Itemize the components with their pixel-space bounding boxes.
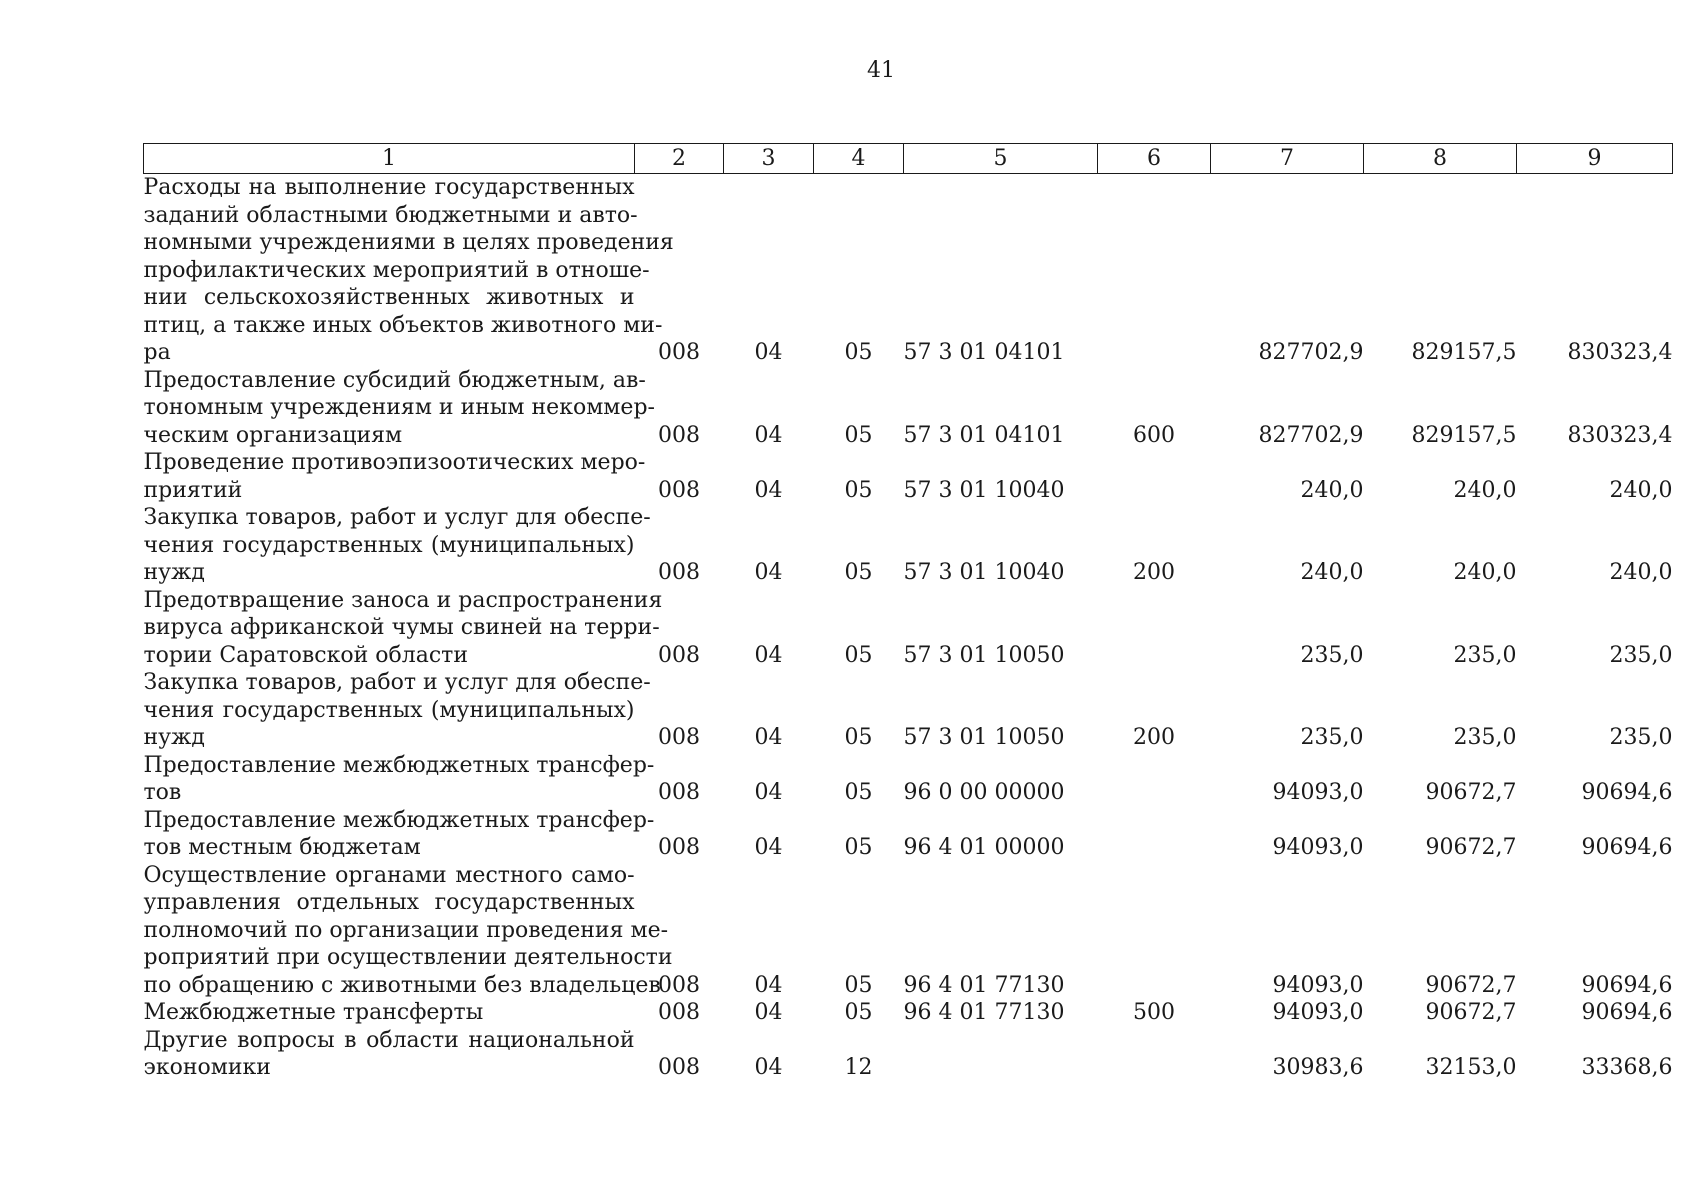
cell-section-code: 04: [754, 477, 783, 503]
cell-subsection-code: 05: [844, 422, 873, 448]
description-line: Расходы на выполнение государственных: [143, 175, 635, 200]
table-row: [144, 1027, 1673, 1082]
description-line: нужд: [143, 560, 205, 585]
description-line: Предоставление межбюджетных трансфер-: [143, 807, 655, 833]
column-header-4: 4: [814, 144, 904, 174]
cell-section-code: 04: [754, 1000, 783, 1025]
description-line: Предотвращение заноса и распространения: [143, 587, 663, 613]
cell-subsection-code: 12: [844, 1055, 873, 1080]
cell-ministry-code: 008: [658, 725, 700, 750]
cell-ministry-code: 008: [658, 642, 700, 668]
cell-target-article: 57 3 01 10040: [903, 477, 1065, 503]
cell-subsection-code: 05: [844, 477, 873, 503]
cell-subsection-code: 05: [844, 972, 873, 998]
cell-section-code: 04: [754, 1055, 783, 1080]
table-row: [144, 587, 1673, 670]
cell-expense-type: [1098, 587, 1211, 670]
description-line: Межбюджетные трансферты: [143, 1000, 484, 1025]
cell-description: [143, 174, 674, 367]
cell-amount-year-1: 827702,9: [1258, 422, 1364, 448]
cell-expense-type: [1098, 862, 1211, 1000]
column-header-7: 7: [1211, 144, 1364, 174]
description-line: Предоставление межбюджетных трансфер-: [143, 752, 655, 778]
description-line: управления отдельных государственных: [143, 890, 635, 915]
cell-expense-type: [1098, 449, 1211, 504]
description-line: полномочий по организации проведения ме-: [143, 917, 669, 943]
cell-target-article: 57 3 01 04101: [903, 340, 1065, 365]
cell-amount-year-2: 235,0: [1453, 642, 1517, 668]
cell-ministry-code: 008: [658, 340, 700, 365]
cell-amount-year-1: 235,0: [1300, 642, 1364, 668]
cell-section-code: 04: [754, 725, 783, 750]
cell-expense-type: [1098, 807, 1211, 862]
cell-target-article: 96 4 01 00000: [903, 835, 1065, 860]
cell-amount-year-3: 830323,4: [1567, 340, 1673, 365]
cell-ministry-code: 008: [658, 1055, 700, 1080]
description-line: тов: [143, 780, 182, 805]
column-header-5: 5: [904, 144, 1098, 174]
cell-amount-year-2: 90672,7: [1425, 1000, 1517, 1025]
description-line: нии сельскохозяйственных животных и: [143, 285, 635, 310]
cell-subsection-code: 05: [844, 725, 873, 750]
cell-amount-year-2: 90672,7: [1425, 835, 1517, 860]
cell-amount-year-2: 235,0: [1453, 725, 1517, 750]
cell-description: [143, 862, 673, 1000]
cell-subsection-code: 05: [844, 340, 873, 365]
cell-section-code: 04: [754, 560, 783, 585]
cell-amount-year-3: 830323,4: [1567, 422, 1673, 448]
cell-subsection-code: 05: [844, 642, 873, 668]
description-line: заданий областными бюджетными и авто-: [143, 202, 638, 228]
table-row: [144, 449, 1673, 504]
cell-ministry-code: 008: [658, 560, 700, 585]
description-line: роприятий при осуществлении деятельности: [143, 945, 673, 970]
cell-ministry-code: 008: [658, 1000, 700, 1025]
cell-amount-year-1: 240,0: [1300, 560, 1364, 585]
cell-amount-year-3: 90694,6: [1581, 1000, 1673, 1025]
cell-subsection-code: 05: [844, 1000, 873, 1025]
cell-target-article: 57 3 01 10040: [903, 560, 1065, 585]
cell-amount-year-3: 33368,6: [1581, 1055, 1673, 1080]
cell-amount-year-1: 30983,6: [1272, 1055, 1364, 1080]
column-header-2: 2: [635, 144, 724, 174]
cell-target-article: [904, 1027, 1098, 1082]
description-line: тономным учреждениям и иным некоммер-: [143, 395, 655, 420]
description-line: ческим организациям: [143, 422, 403, 448]
description-line: профилактических мероприятий в отноше-: [143, 257, 650, 283]
cell-amount-year-3: 235,0: [1609, 642, 1673, 668]
description-line: Другие вопросы в области национальной: [143, 1027, 635, 1053]
column-header-9: 9: [1517, 144, 1673, 174]
cell-amount-year-3: 235,0: [1609, 725, 1673, 750]
cell-amount-year-3: 90694,6: [1581, 835, 1673, 860]
table-row: [144, 669, 1673, 752]
cell-description: [143, 669, 651, 752]
cell-expense-type: 600: [1133, 422, 1175, 448]
description-line: Предоставление субсидий бюджетным, ав-: [143, 367, 646, 393]
page-number: 41: [867, 58, 895, 83]
cell-section-code: 04: [754, 835, 783, 860]
cell-expense-type: 200: [1133, 560, 1175, 585]
description-line: ра: [143, 340, 171, 365]
cell-target-article: 96 4 01 77130: [903, 972, 1065, 998]
cell-description: [144, 999, 635, 1027]
cell-target-article: 96 4 01 77130: [903, 1000, 1065, 1025]
cell-amount-year-1: 94093,0: [1272, 1000, 1364, 1025]
cell-section-code: 04: [754, 422, 783, 448]
cell-description: [143, 807, 655, 862]
cell-ministry-code: 008: [658, 477, 700, 503]
description-line: номными учреждениями в целях проведения: [143, 230, 674, 255]
cell-ministry-code: 008: [658, 780, 700, 805]
description-line: чения государственных (муниципальных): [143, 697, 635, 723]
description-line: вируса африканской чумы свиней на терри-: [143, 615, 660, 640]
cell-amount-year-3: 240,0: [1609, 560, 1673, 585]
cell-description: [143, 587, 663, 670]
budget-table: [143, 143, 1673, 1082]
cell-amount-year-2: 240,0: [1453, 560, 1517, 585]
description-line: Закупка товаров, работ и услуг для обеспе-: [143, 670, 651, 695]
cell-amount-year-3: 90694,6: [1581, 780, 1673, 805]
cell-expense-type: [1098, 1027, 1211, 1082]
cell-expense-type: 200: [1133, 725, 1175, 750]
cell-description: [143, 367, 655, 450]
cell-amount-year-2: 32153,0: [1425, 1055, 1517, 1080]
cell-target-article: 96 0 00 00000: [903, 780, 1065, 805]
cell-target-article: 57 3 01 10050: [903, 642, 1065, 668]
column-header-8: 8: [1364, 144, 1517, 174]
column-header-3: 3: [724, 144, 814, 174]
description-line: чения государственных (муниципальных): [143, 532, 635, 558]
cell-amount-year-2: 829157,5: [1411, 340, 1517, 365]
description-line: тов местным бюджетам: [143, 835, 421, 860]
table-row: [144, 504, 1673, 587]
table-row: [144, 752, 1673, 807]
description-line: экономики: [143, 1055, 271, 1080]
cell-section-code: 04: [754, 642, 783, 668]
description-line: Проведение противоэпизоотических меро-: [143, 450, 646, 475]
cell-amount-year-1: 94093,0: [1272, 780, 1364, 805]
description-line: по обращению с животными без владельцев: [143, 972, 661, 998]
cell-section-code: 04: [754, 780, 783, 805]
column-header-1: 1: [144, 144, 635, 174]
cell-expense-type: 500: [1133, 1000, 1175, 1025]
table-row: [144, 999, 1673, 1027]
cell-description: [143, 752, 655, 807]
description-line: нужд: [143, 725, 205, 750]
cell-amount-year-1: 94093,0: [1272, 835, 1364, 860]
cell-section-code: 04: [754, 972, 783, 998]
cell-ministry-code: 008: [658, 972, 700, 998]
cell-ministry-code: 008: [658, 835, 700, 860]
cell-section-code: 04: [754, 340, 783, 365]
description-line: птиц, а также иных объектов животного ми-: [143, 312, 663, 338]
cell-amount-year-1: 235,0: [1300, 725, 1364, 750]
table-row: [144, 862, 1673, 1000]
cell-target-article: 57 3 01 04101: [903, 422, 1065, 448]
cell-amount-year-2: 90672,7: [1425, 972, 1517, 998]
cell-amount-year-2: 829157,5: [1411, 422, 1517, 448]
cell-amount-year-2: 240,0: [1453, 477, 1517, 503]
table-body: [144, 174, 1673, 1082]
cell-description: [143, 449, 646, 504]
cell-expense-type: [1098, 752, 1211, 807]
cell-subsection-code: 05: [844, 835, 873, 860]
table-row: [144, 174, 1673, 367]
cell-expense-type: [1098, 174, 1211, 367]
description-line: Закупка товаров, работ и услуг для обеспе-: [143, 505, 651, 530]
cell-description: [144, 1027, 635, 1082]
cell-amount-year-3: 240,0: [1609, 477, 1673, 503]
cell-amount-year-1: 827702,9: [1258, 340, 1364, 365]
table-row: [144, 367, 1673, 450]
header-row: [144, 144, 1673, 174]
cell-subsection-code: 05: [844, 780, 873, 805]
description-line: тории Саратовской области: [143, 642, 468, 668]
cell-amount-year-1: 240,0: [1300, 477, 1364, 503]
description-line: приятий: [143, 477, 243, 503]
cell-amount-year-2: 90672,7: [1425, 780, 1517, 805]
cell-ministry-code: 008: [658, 422, 700, 448]
table-row: [144, 807, 1673, 862]
cell-target-article: 57 3 01 10050: [903, 725, 1065, 750]
cell-description: [143, 504, 651, 587]
column-header-6: 6: [1098, 144, 1211, 174]
cell-amount-year-3: 90694,6: [1581, 972, 1673, 998]
description-line: Осуществление органами местного само-: [143, 862, 635, 888]
cell-subsection-code: 05: [844, 560, 873, 585]
cell-amount-year-1: 94093,0: [1272, 972, 1364, 998]
